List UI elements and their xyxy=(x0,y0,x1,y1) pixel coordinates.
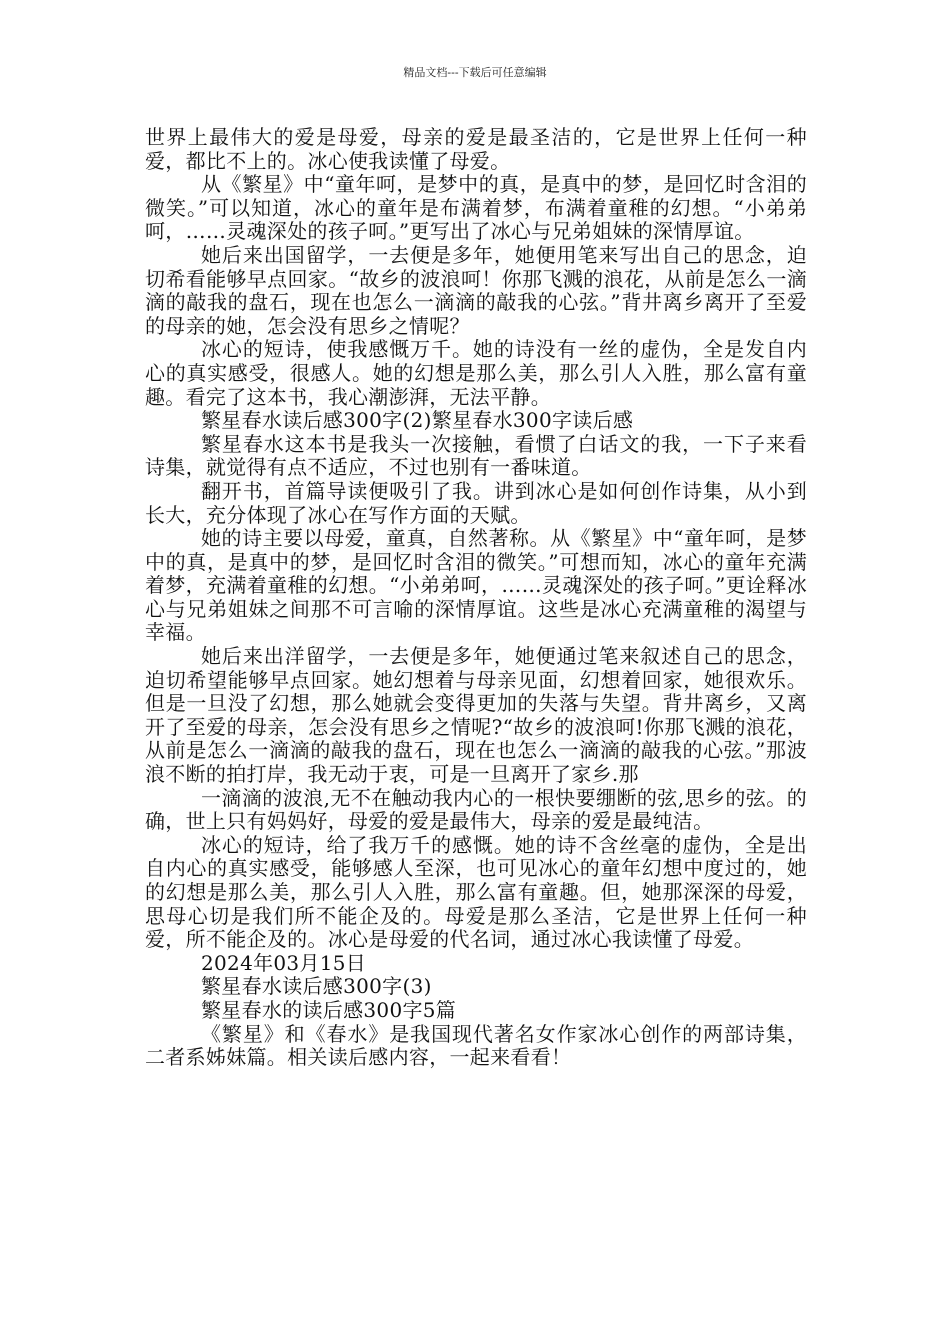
paragraph-11: 冰心的短诗，给了我万千的感慨。她的诗不含丝毫的虚伪，全是出自内心的真实感受，能够感人至深，也可见冰心的童年幻想中度过的，她的幻想是那么美，那么引人入胜，那么富有童趣。但，她那深深的母爱，思母心切是我们所不能企及的。母爱是那么圣洁，它是世界上任何一种爱，所不能企及的。冰心是母爱的代名词，通过冰心我读懂了母爱。 xyxy=(145,832,807,952)
document-body xyxy=(145,126,807,1070)
paragraph-15: 《繁星》和《春水》是我国现代著名女作家冰心创作的两部诗集，二者系姊妹篇。相关读后感内容，一起来看看！ xyxy=(145,1021,807,1070)
paragraph-7: 翻开书，首篇导读便吸引了我。讲到冰心是如何创作诗集，从小到长大，充分体现了冰心在写作方面的天赋。 xyxy=(145,478,807,527)
page-header: 精品文档---下载后可任意编辑 xyxy=(403,66,547,79)
paragraph-3: 她后来出国留学，一去便是多年，她便用笔来写出自己的思念，迫切希看能够早点回家。“故乡的波浪呵！你那飞溅的浪花，从前是怎么一滴滴的敲我的盘石，现在也怎么一滴滴的敲我的心弦。”背井离乡离开了至爱的母亲的她，怎会没有思乡之情呢？ xyxy=(145,242,807,338)
section-title-2: 繁星春水读后感300字(2)繁星春水300字读后感 xyxy=(201,408,634,433)
paragraph-2: 从《繁星》中“童年呵，是梦中的真，是真中的梦，是回忆时含泪的微笑。”可以知道，冰心的童年是布满着梦，布满着童稚的幻想。“小弟弟呵，……灵魂深处的孩子呵。”更写出了冰心与兄弟姐妹的深情厚谊。 xyxy=(145,172,807,244)
paragraph-1: 世界上最伟大的爱是母爱，母亲的爱是最圣洁的，它是世界上任何一种爱，都比不上的。冰心使我读懂了母爱。 xyxy=(145,125,807,173)
paragraph-6: 繁星春水这本书是我头一次接触，看惯了白话文的我，一下子来看诗集，就觉得有点不适应，不过也别有一番味道。 xyxy=(145,431,807,480)
section-title-3: 繁星春水读后感300字(3) xyxy=(201,974,432,999)
paragraph-10: 一滴滴的波浪,无不在触动我内心的一根快要绷断的弦,思乡的弦。的确，世上只有妈妈好，母爱的爱是最伟大，母亲的爱是最纯洁。 xyxy=(145,785,807,834)
paragraph-9: 她后来出洋留学，一去便是多年，她便通过笔来叙述自己的思念，迫切希望能够早点回家。她幻想着与母亲见面，幻想着回家，她很欢乐。但是一旦没了幻想，那么她就会变得更加的失落与失望。背井离乡，又离开了至爱的母亲，怎会没有思乡之情呢?“故乡的波浪呵!你那飞溅的浪花，从前是怎么一滴滴的敲我的盘石，现在也怎么一滴滴的敲我的心弦。”那波浪不断的拍打岸，我无动于衷，可是一旦离开了家乡.那 xyxy=(145,644,807,787)
paragraph-8: 她的诗主要以母爱，童真，自然著称。从《繁星》中“童年呵，是梦中的真，是真中的梦，是回忆时含泪的微笑。”可想而知，冰心的童年充满着梦，充满着童稚的幻想。“小弟弟呵，……灵魂深处的孩子呵。”更诠释冰心与兄弟姐妹之间那不可言喻的深情厚谊。这些是冰心充满童稚的渴望与幸福。 xyxy=(145,526,807,645)
date-line: 2024年03月15日 xyxy=(201,950,367,975)
section-subtitle: 繁星春水的读后感300字5篇 xyxy=(201,997,457,1022)
paragraph-4: 冰心的短诗，使我感慨万千。她的诗没有一丝的虚伪，全是发自内心的真实感受，很感人。她的幻想是那么美，那么引人入胜，那么富有童趣。看完了这本书，我心潮澎湃，无法平静。 xyxy=(145,337,807,409)
